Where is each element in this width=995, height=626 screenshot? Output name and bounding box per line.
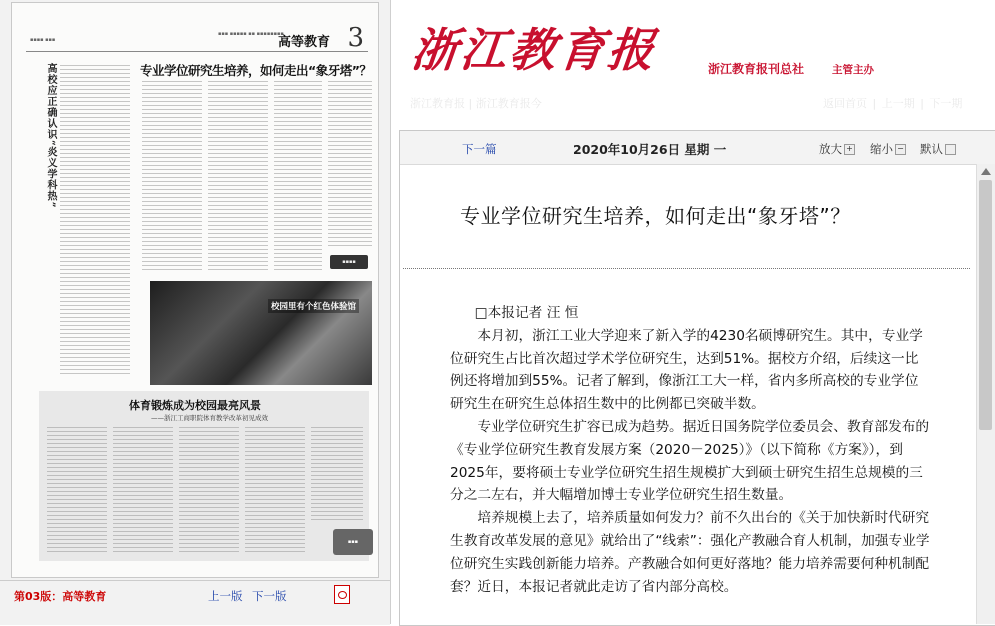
text-column [179, 427, 239, 555]
zoom-out-label: 缩小 [870, 142, 893, 156]
page-footer [0, 580, 390, 625]
article-toolbar [400, 131, 995, 165]
scroll-up-icon[interactable] [981, 168, 991, 175]
issue-date: 2020年10月26日 星期 一 [573, 142, 727, 157]
feature-box[interactable] [39, 391, 369, 561]
text-column [113, 427, 173, 555]
article-paragraph: 本月初，浙江工业大学迎来了新入学的4230名硕博研究生。其中，专业学位研究生占比首次超过学术学位研究生，达到51%。据校方介绍，后续这一比例还将增加到55%。记者了解到，像浙江工大一样，省内多所高校的专业学位研究生在研究生总体招生数中的比例都已突破半数。 [450, 327, 923, 413]
text-column [328, 81, 372, 249]
zoom-in-button[interactable] [819, 141, 855, 157]
publisher-name: 浙江教育报刊总社 [708, 62, 805, 76]
side-column-title[interactable]: 高校应正确认识“炎义学科热” [45, 63, 56, 209]
box-headline: 体育锻炼成为校园最亮风景 [129, 399, 261, 412]
text-column [47, 427, 107, 555]
column-badge: ▪▪▪▪ [330, 255, 368, 269]
next-article-link[interactable]: 下一篇 [462, 142, 497, 156]
issue-nav[interactable]: 返回首页 | 上一期 | 下一期 [823, 97, 963, 110]
page-headline[interactable]: 专业学位研究生培养，如何走出“象牙塔”？ [140, 63, 372, 78]
text-column [245, 427, 305, 555]
article-byline: □本报记者 汪 恒 [474, 305, 579, 321]
column-stamp: ▪▪▪ [333, 529, 373, 555]
text-column [311, 427, 363, 523]
paper-divider [26, 51, 368, 52]
zoom-out-button[interactable] [870, 141, 906, 157]
default-label: 默认 [920, 142, 943, 156]
plus-icon: + [844, 144, 855, 155]
publisher-role: 主管主办 [832, 64, 874, 76]
article-body [450, 302, 932, 598]
site-nav-left[interactable]: 浙江教育报 | 浙江教育报今 [410, 97, 542, 110]
page-section-title: 高等教育 [277, 35, 330, 50]
article-scrollbar[interactable] [976, 164, 995, 624]
article-panel [399, 130, 995, 626]
article-paragraph: 专业学位研究生扩容已成为趋势。据近日国务院学位委员会、教育部发布的《专业学位研究生教育发展方案（2020－2025）》（以下简称《方案》），到2025年，要将硕士专业学位研究生招生规模扩大到硕士研究生招生总规模的三分之二左右，并大幅增加博士专业学位研究生招生数量。 [450, 418, 930, 504]
article-title: 专业学位研究生培养，如何走出“象牙塔”？ [460, 204, 851, 228]
previous-page-link[interactable]: 上一版 [208, 589, 243, 603]
zoom-in-label: 放大 [819, 142, 842, 156]
text-column [208, 81, 268, 271]
page-number: 3 [347, 23, 364, 53]
page-section-label: 第03版：高等教育 [14, 590, 107, 603]
text-column [142, 81, 202, 271]
reset-icon [945, 144, 956, 155]
next-page-link[interactable]: 下一版 [252, 589, 287, 603]
title-divider [403, 268, 970, 269]
news-photo[interactable] [150, 281, 372, 385]
default-size-button[interactable] [920, 141, 956, 157]
newspaper-logo: 浙江教育报 [408, 23, 660, 77]
text-column [60, 65, 130, 375]
pdf-icon[interactable] [334, 585, 350, 604]
paper-meta: ▪▪▪▪ ▪▪▪ [30, 37, 56, 43]
photo-caption: 校园里有个红色体验馆 [268, 299, 359, 313]
box-subheadline: ——浙江工商职院体育教学改革初见成效 [151, 414, 268, 422]
newspaper-page-panel [0, 0, 391, 624]
newspaper-page-thumbnail[interactable] [11, 2, 379, 578]
minus-icon: − [895, 144, 906, 155]
article-paragraph: 培养规模上去了，培养质量如何发力？前不久出台的《关于加快新时代研究生教育改革发展的意见》就给出了“线索”：强化产教融合育人机制，加强专业学位研究生实践创新能力培养。产教融合如何更好落地？能力培养需要何种机制配套？近日，本报记者就此走访了省内部分高校。 [450, 510, 930, 595]
text-column [274, 81, 322, 271]
paper-meta-right: ▪▪▪ ▪▪▪▪▪ ▪▪ ▪▪▪▪▪▪▪▪ [218, 31, 284, 37]
scrollbar-thumb[interactable] [979, 180, 992, 430]
